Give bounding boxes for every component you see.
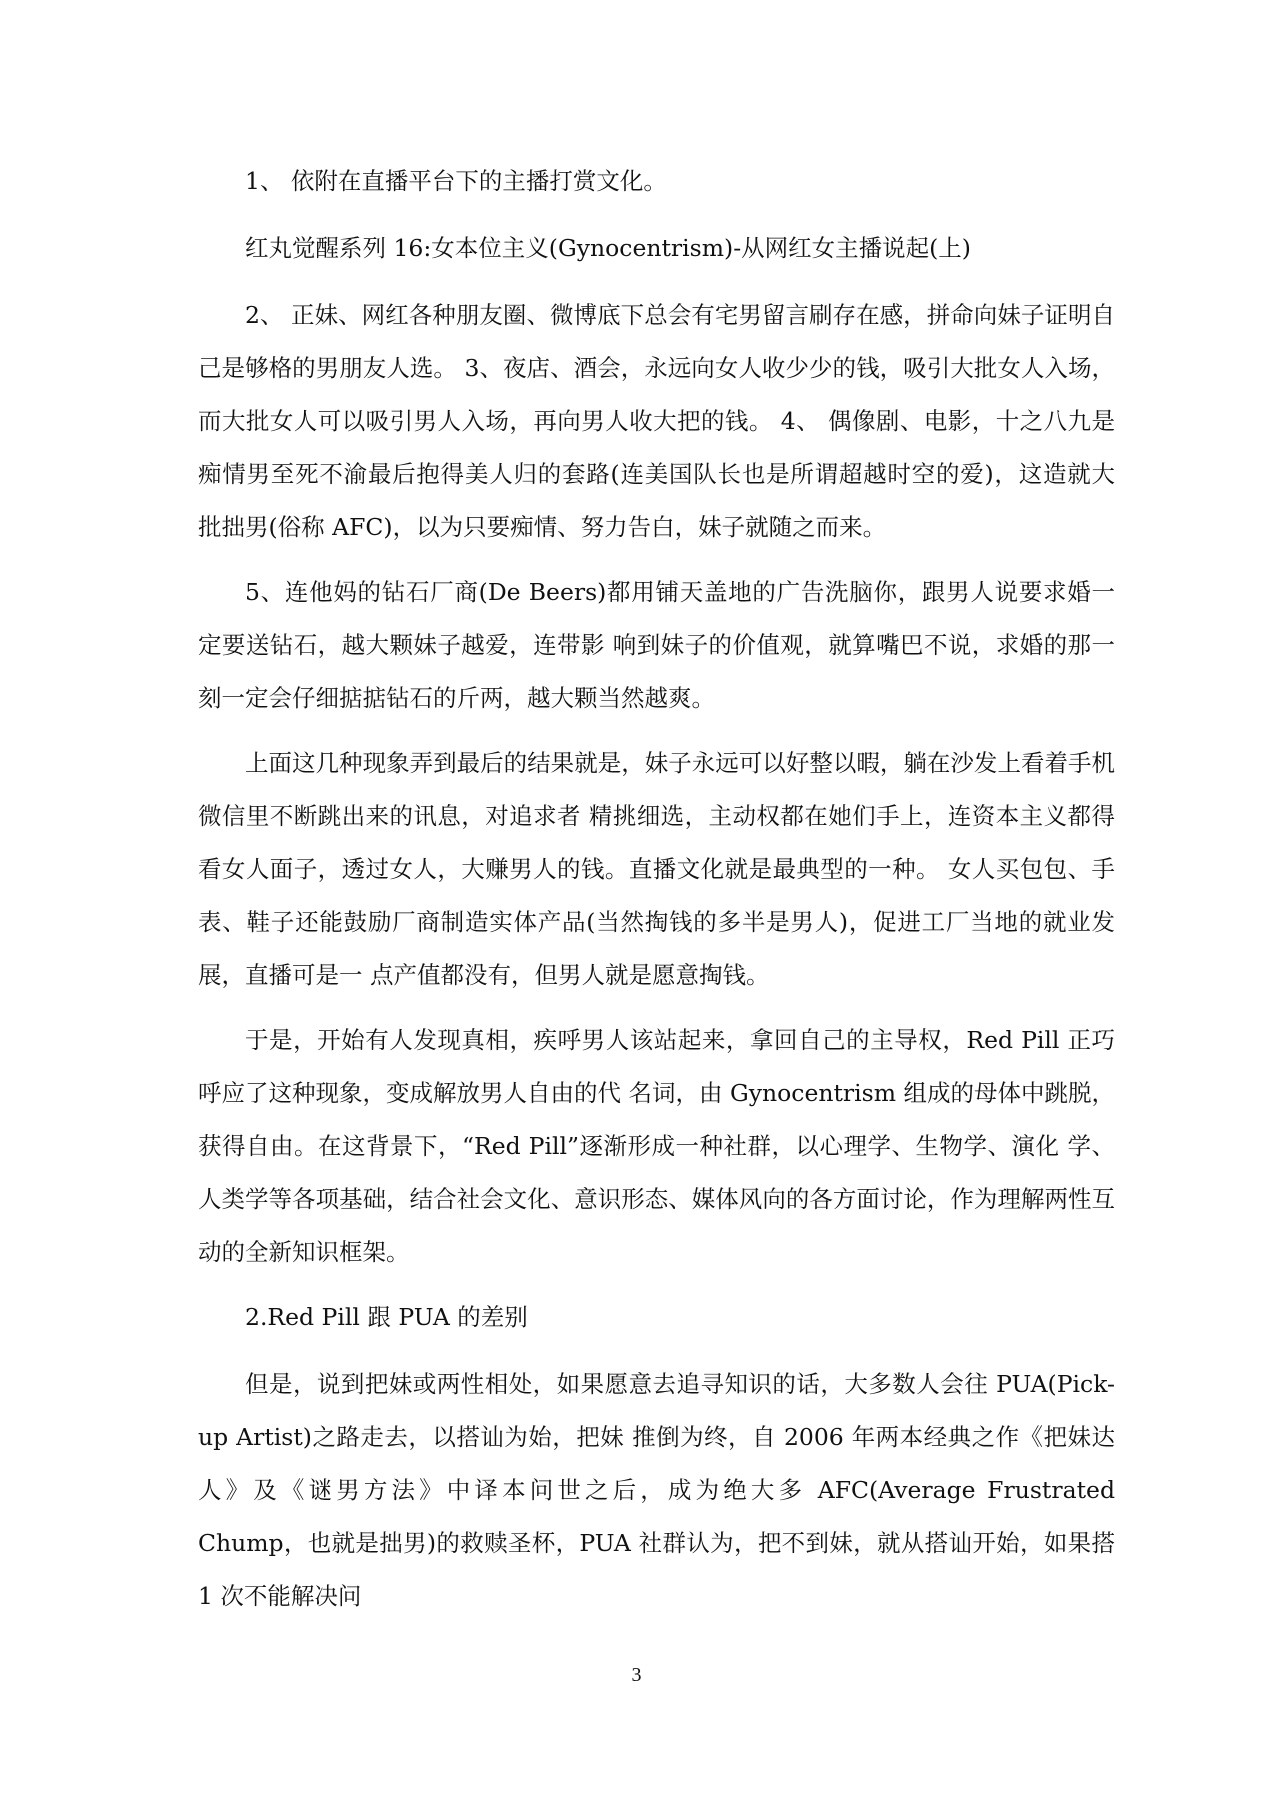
paragraph-series-title: 红丸觉醒系列 16:女本位主义(Gynocentrism)-从网红女主播说起(上)	[245, 234, 971, 262]
page-number: 3	[631, 1664, 642, 1686]
paragraph-consequences: 上面这几种现象弄到最后的结果就是，妹子永远可以好整以暇，躺在沙发上看着手机微信里不断跳出来的讯息，对追求者 精挑细选，主动权都在她们手上，连资本主义都得看女人面子，透过女人，大赚男人的钱。直播文化就是最典型的一种。 女人买包包、手表、鞋子还能鼓励厂商制造实体产品(当然掏钱的多半是男人)，促进工厂当地的就业发展，直播可是一 点产值都没有，但男人就是愿意掏钱。	[198, 749, 1115, 989]
paragraph-items-2-4: 2、 正妹、网红各种朋友圈、微博底下总会有宅男留言刷存在感，拼命向妹子证明自己是够格的男朋友人选。 3、夜店、酒会，永远向女人收少少的钱，吸引大批女人入场，而大批女人可以吸引男人入场，再向男人收大把的钱。 4、 偶像剧、电影，十之八九是痴情男至死不渝最后抱得美人归的套路(连美国队长也是所谓超越时空的爱)，这造就大 批拙男(俗称 AFC)，以为只要痴情、努力告白，妹子就随之而来。	[198, 301, 1115, 541]
document-body	[198, 155, 1115, 1635]
paragraph-red-pill-origin: 于是，开始有人发现真相，疾呼男人该站起来，拿回自己的主导权，Red Pill 正巧呼应了这种现象，变成解放男人自由的代 名词，由 Gynocentrism 组成的母体中跳脱，获得自由。在这背景下，“Red Pill”逐渐形成一种社群，以心理学、生物学、演化 学、人类学等各项基础，结合社会文化、意识形态、媒体风向的各方面讨论，作为理解两性互动的全新知识框架。	[198, 1026, 1115, 1266]
paragraph-list-item-1: 1、 依附在直播平台下的主播打赏文化。	[245, 167, 667, 195]
paragraph-pua: 但是，说到把妹或两性相处，如果愿意去追寻知识的话，大多数人会往 PUA(Pick-up Artist)之路走去，以搭讪为始，把妹 推倒为终，自 2006 年两本经典之作《把妹达人》及《谜男方法》中译本问世之后，成为绝大多 AFC(Average Frustrated Chump，也就是拙男)的救赎圣杯，PUA 社群认为，把不到妹，就从搭讪开始，如果搭 1 次不能解决问	[198, 1370, 1115, 1610]
paragraph-item-5: 5、连他妈的钻石厂商(De Beers)都用铺天盖地的广告洗脑你，跟男人说要求婚一定要送钻石，越大颗妹子越爱，连带影 响到妹子的价值观，就算嘴巴不说，求婚的那一刻一定会仔细掂掂钻石的斤两，越大颗当然越爽。	[198, 578, 1115, 712]
section-heading: 2.Red Pill 跟 PUA 的差别	[245, 1303, 528, 1331]
